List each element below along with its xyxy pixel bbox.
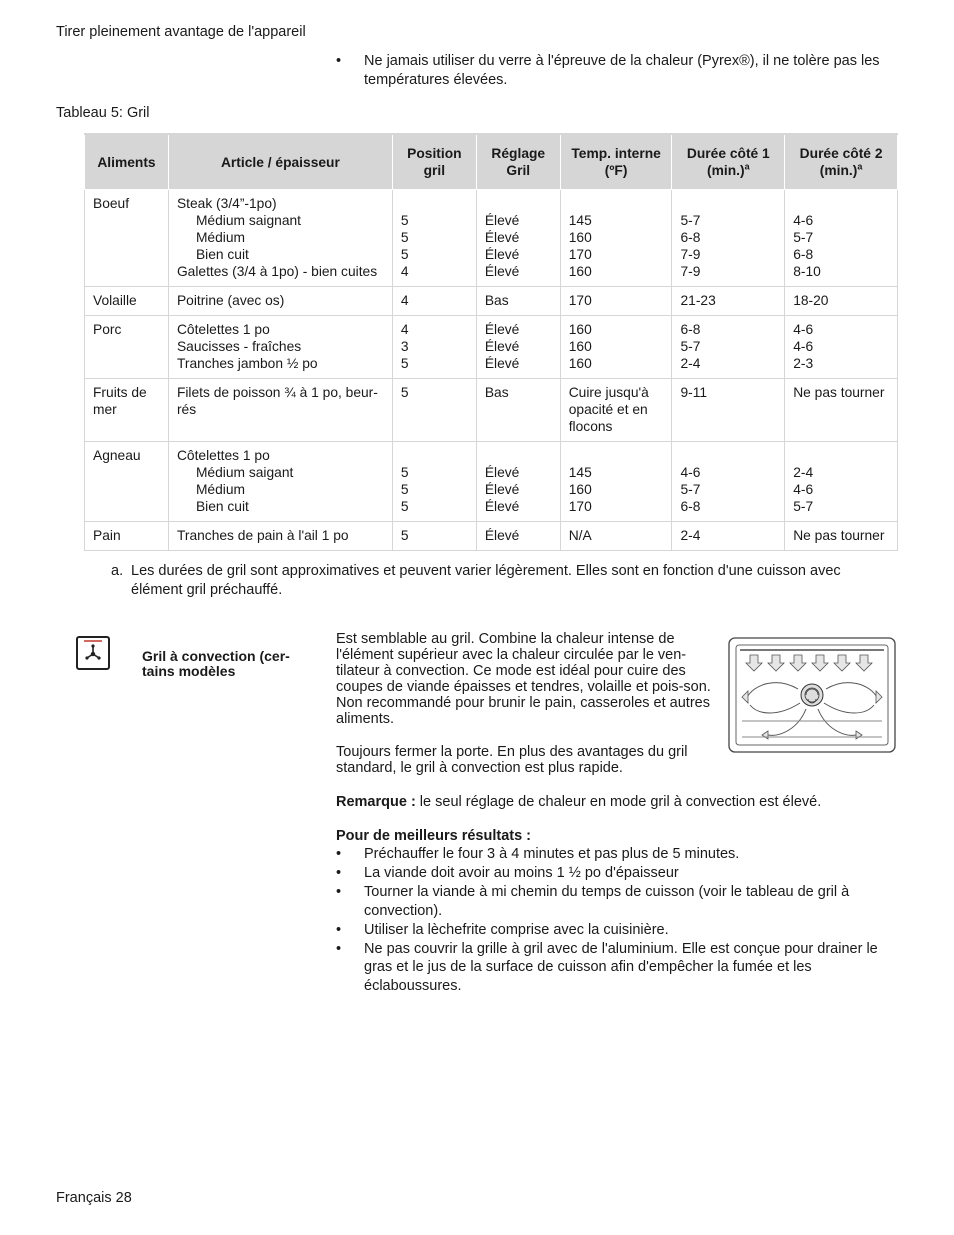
cell-line: 160 <box>568 482 592 497</box>
mode-description: Est semblable au gril. Combine la chaleur intense de l'élément supérieur avec la chaleur circulée par le ven-tilateur à convection. Ce mode est idéal pour cuire des coupes de viande épaisses et tendres, volaille et pois-son. Non recommandé pour brunir le pain, casseroles et autres aliments. <box>336 631 711 727</box>
cell-line: 5 <box>400 230 409 245</box>
table-row <box>85 316 898 379</box>
cell-line: Médium <box>195 230 246 245</box>
cell-line: 160 <box>568 356 592 371</box>
cell-temps <box>560 522 672 551</box>
bullet: • <box>336 846 342 862</box>
cell-line: Élevé <box>484 465 520 480</box>
cell-line: Élevé <box>484 322 520 337</box>
tip-text: Utiliser la lèchefrite comprise avec la cuisinière. <box>364 921 669 938</box>
cell-line: 5-7 <box>680 482 701 497</box>
cell-articles <box>168 379 392 442</box>
cell-line: Élevé <box>484 264 520 279</box>
broil-table <box>84 133 898 551</box>
cell-line: 5-7 <box>793 499 814 514</box>
cell-temps <box>560 190 672 287</box>
best-results-list <box>336 845 901 996</box>
tip-text: Préchauffer le four 3 à 4 minutes et pas plus de 5 minutes. <box>364 846 740 862</box>
cell-line: Tranches de pain à l'ail 1 po <box>176 528 349 543</box>
cell-line: 4-6 <box>793 213 814 228</box>
cell-duree2 <box>785 442 898 522</box>
best-results-title: Pour de meilleurs résultats : <box>336 828 532 844</box>
cell-line: 6-8 <box>793 247 814 262</box>
cell-positions <box>392 522 476 551</box>
cell-line <box>793 195 889 212</box>
cell-positions <box>392 316 476 379</box>
list-item <box>336 921 901 940</box>
cell-line: 2-3 <box>793 356 814 371</box>
cell-line: Élevé <box>484 499 520 514</box>
cell-line: Steak (3/4”-1po) <box>176 196 277 211</box>
cell-line: 170 <box>568 499 592 514</box>
table-body <box>85 190 898 551</box>
warning-text: Ne jamais utiliser du verre à l'épreuve de la chaleur (Pyrex®), il ne tolère pas les températures élevées. <box>364 53 880 88</box>
cell-line: Côtelettes 1 po <box>176 448 270 463</box>
header-article: Article / épaisseur <box>168 134 392 190</box>
cell-line: 4-6 <box>793 482 814 497</box>
cell-aliment: Volaille <box>85 287 169 316</box>
cell-line: Médium <box>195 482 246 497</box>
convection-broil-icon <box>76 636 110 670</box>
cell-duree1 <box>672 442 785 522</box>
cell-line: Ne pas tourner <box>793 528 885 543</box>
table-row <box>85 522 898 551</box>
cell-line: Bas <box>484 385 509 400</box>
cell-line: 5 <box>400 499 409 514</box>
cell-line: Bien cuit <box>195 499 249 514</box>
cell-line <box>793 447 889 464</box>
cell-line: 5 <box>400 356 409 371</box>
list-item <box>336 864 901 883</box>
bullet: • <box>336 940 342 957</box>
cell-reglages <box>476 287 560 316</box>
cell-aliment: Boeuf <box>85 190 169 287</box>
cell-temps <box>560 379 672 442</box>
cell-duree1 <box>672 190 785 287</box>
cell-articles <box>168 522 392 551</box>
cell-line: 3 <box>400 339 409 354</box>
cell-positions <box>392 442 476 522</box>
cell-duree1 <box>672 379 785 442</box>
cell-line: 5-7 <box>680 213 701 228</box>
cell-duree2 <box>785 379 898 442</box>
cell-reglages <box>476 190 560 287</box>
remark-label: Remarque : <box>336 794 416 810</box>
cell-line: 8-10 <box>793 264 821 279</box>
cell-reglages <box>476 316 560 379</box>
cell-line: 7-9 <box>680 264 701 279</box>
mode-name: Gril à convection (cer-tains modèles <box>142 648 290 679</box>
door-note: Toujours fermer la porte. En plus des avantages du gril standard, le gril à convection est plus rapide. <box>336 744 688 776</box>
cell-line: 4 <box>400 264 409 279</box>
cell-duree2 <box>785 522 898 551</box>
cell-reglages <box>476 379 560 442</box>
cell-line: 145 <box>568 465 592 480</box>
cell-line: Élevé <box>484 528 520 543</box>
tip-text: La viande doit avoir au moins 1 ½ po d'épaisseur <box>364 865 679 881</box>
remark-text: le seul réglage de chaleur en mode gril à convection est élevé. <box>415 794 822 810</box>
table-header-row <box>85 134 898 190</box>
cell-line: 4-6 <box>793 322 814 337</box>
bullet: • <box>336 53 342 69</box>
cell-line: 5-7 <box>793 230 814 245</box>
header-temp: Temp. interne (ºF) <box>560 134 672 190</box>
cell-line: Élevé <box>484 482 520 497</box>
cell-duree1 <box>672 522 785 551</box>
cell-line: 160 <box>568 322 592 337</box>
cell-line: Élevé <box>484 213 520 228</box>
cell-line: Côtelettes 1 po <box>176 322 270 337</box>
header-duree1: Durée côté 1 $(\min.)^a$ <box>672 134 785 190</box>
table-caption: Tableau 5: Gril <box>56 105 150 121</box>
cell-positions <box>392 379 476 442</box>
table-footnote <box>111 562 871 600</box>
cell-line <box>485 195 552 212</box>
cell-articles <box>168 190 392 287</box>
cell-line: Élevé <box>484 356 520 371</box>
cell-line: N/A <box>568 528 592 543</box>
cell-line: 4 <box>400 293 409 308</box>
cell-line: Cuire jusqu'à opacité et en flocons <box>568 385 649 434</box>
cell-line: 145 <box>568 213 592 228</box>
bullet: • <box>336 884 342 900</box>
cell-temps <box>560 287 672 316</box>
cell-temps <box>560 442 672 522</box>
cell-line: Médium saigant <box>195 465 294 480</box>
cell-line <box>569 447 664 464</box>
cell-line: Élevé <box>484 247 520 262</box>
table-row <box>85 379 898 442</box>
cell-line: 4-6 <box>680 465 701 480</box>
cell-line: Ne pas tourner <box>793 385 885 400</box>
cell-line: 5 <box>400 213 409 228</box>
cell-line: 160 <box>568 339 592 354</box>
cell-line: Bas <box>484 293 509 308</box>
list-item <box>336 940 901 996</box>
cell-line: Filets de poisson ¾ à 1 po, beur-rés <box>176 385 378 417</box>
cell-line: 5-7 <box>680 339 701 354</box>
cell-line: 6-8 <box>680 230 701 245</box>
cell-positions <box>392 190 476 287</box>
cell-line <box>680 195 776 212</box>
warning-bullet <box>336 52 901 90</box>
table-row <box>85 287 898 316</box>
bullet: • <box>336 865 342 881</box>
cell-line: Galettes (3/4 à 1po) - bien cuites <box>176 264 378 279</box>
cell-aliment: Pain <box>85 522 169 551</box>
cell-line: 160 <box>568 230 592 245</box>
header-duree2: Durée côté 2 $(\min.)^a$ <box>785 134 898 190</box>
cell-line: 9-11 <box>680 385 708 400</box>
cell-line: 5 <box>400 247 409 262</box>
cell-line: Poitrine (avec os) <box>176 293 285 308</box>
bullet: • <box>336 921 342 938</box>
tip-text: Tourner la viande à mi chemin du temps de cuisson (voir le tableau de gril à convection). <box>364 884 850 919</box>
table-row <box>85 442 898 522</box>
cell-line: Médium saignant <box>195 213 302 228</box>
cell-line: 170 <box>568 247 592 262</box>
cell-line: 2-4 <box>680 528 701 543</box>
cell-duree2 <box>785 287 898 316</box>
cell-line: Bien cuit <box>195 247 249 262</box>
cell-line: 5 <box>400 482 409 497</box>
cell-line: 5 <box>400 528 409 543</box>
cell-line: 5 <box>400 465 409 480</box>
cell-line <box>401 195 468 212</box>
cell-aliment: Fruits de mer <box>85 379 169 442</box>
cell-line <box>569 195 664 212</box>
cell-line: 4-6 <box>793 339 814 354</box>
cell-line: 160 <box>568 264 592 279</box>
cell-reglages <box>476 442 560 522</box>
cell-line: 6-8 <box>680 322 701 337</box>
header-reglage: Réglage Gril <box>476 134 560 190</box>
cell-line: 18-20 <box>793 293 829 308</box>
cell-line: Élevé <box>484 339 520 354</box>
tip-text: Ne pas couvrir la grille à gril avec de l'aluminium. Elle est conçue pour drainer le gras et le jus de la surface de cuisson afin d'empêcher la fumée et les éclaboussures. <box>364 940 878 994</box>
footnote-mark: a. <box>111 563 124 579</box>
cell-articles <box>168 287 392 316</box>
cell-duree2 <box>785 190 898 287</box>
cell-line: 21-23 <box>680 293 716 308</box>
cell-duree1 <box>672 316 785 379</box>
page-footer: Français 28 <box>56 1190 132 1206</box>
cell-reglages <box>476 522 560 551</box>
cell-articles <box>168 316 392 379</box>
cell-line: Saucisses - fraîches <box>176 339 302 354</box>
cell-line: 4 <box>400 322 409 337</box>
cell-line: 5 <box>400 385 409 400</box>
footnote-text: Les durées de gril sont approximatives et peuvent varier légèrement. Elles sont en fonction d'une cuisson avec élément gril préchauffé. <box>131 563 841 598</box>
cell-positions <box>392 287 476 316</box>
cell-articles <box>168 442 392 522</box>
header-aliments: Aliments <box>85 134 169 190</box>
cell-aliment: Agneau <box>85 442 169 522</box>
cell-line: 2-4 <box>680 356 701 371</box>
convection-oven-airflow-diagram <box>728 637 896 753</box>
cell-line: 6-8 <box>680 499 701 514</box>
cell-duree1 <box>672 287 785 316</box>
cell-temps <box>560 316 672 379</box>
header-position: Position gril <box>392 134 476 190</box>
cell-line: Élevé <box>484 230 520 245</box>
list-item <box>336 845 901 864</box>
cell-line: 7-9 <box>680 247 701 262</box>
remark <box>336 794 901 810</box>
table-row <box>85 190 898 287</box>
cell-aliment: Porc <box>85 316 169 379</box>
cell-line <box>680 447 776 464</box>
list-item <box>336 883 901 920</box>
cell-line: 170 <box>568 293 592 308</box>
cell-duree2 <box>785 316 898 379</box>
cell-line <box>401 447 468 464</box>
cell-line <box>485 447 552 464</box>
page-header: Tirer pleinement avantage de l'appareil <box>56 24 306 40</box>
cell-line: 2-4 <box>793 465 814 480</box>
cell-line: Tranches jambon ½ po <box>176 356 318 371</box>
